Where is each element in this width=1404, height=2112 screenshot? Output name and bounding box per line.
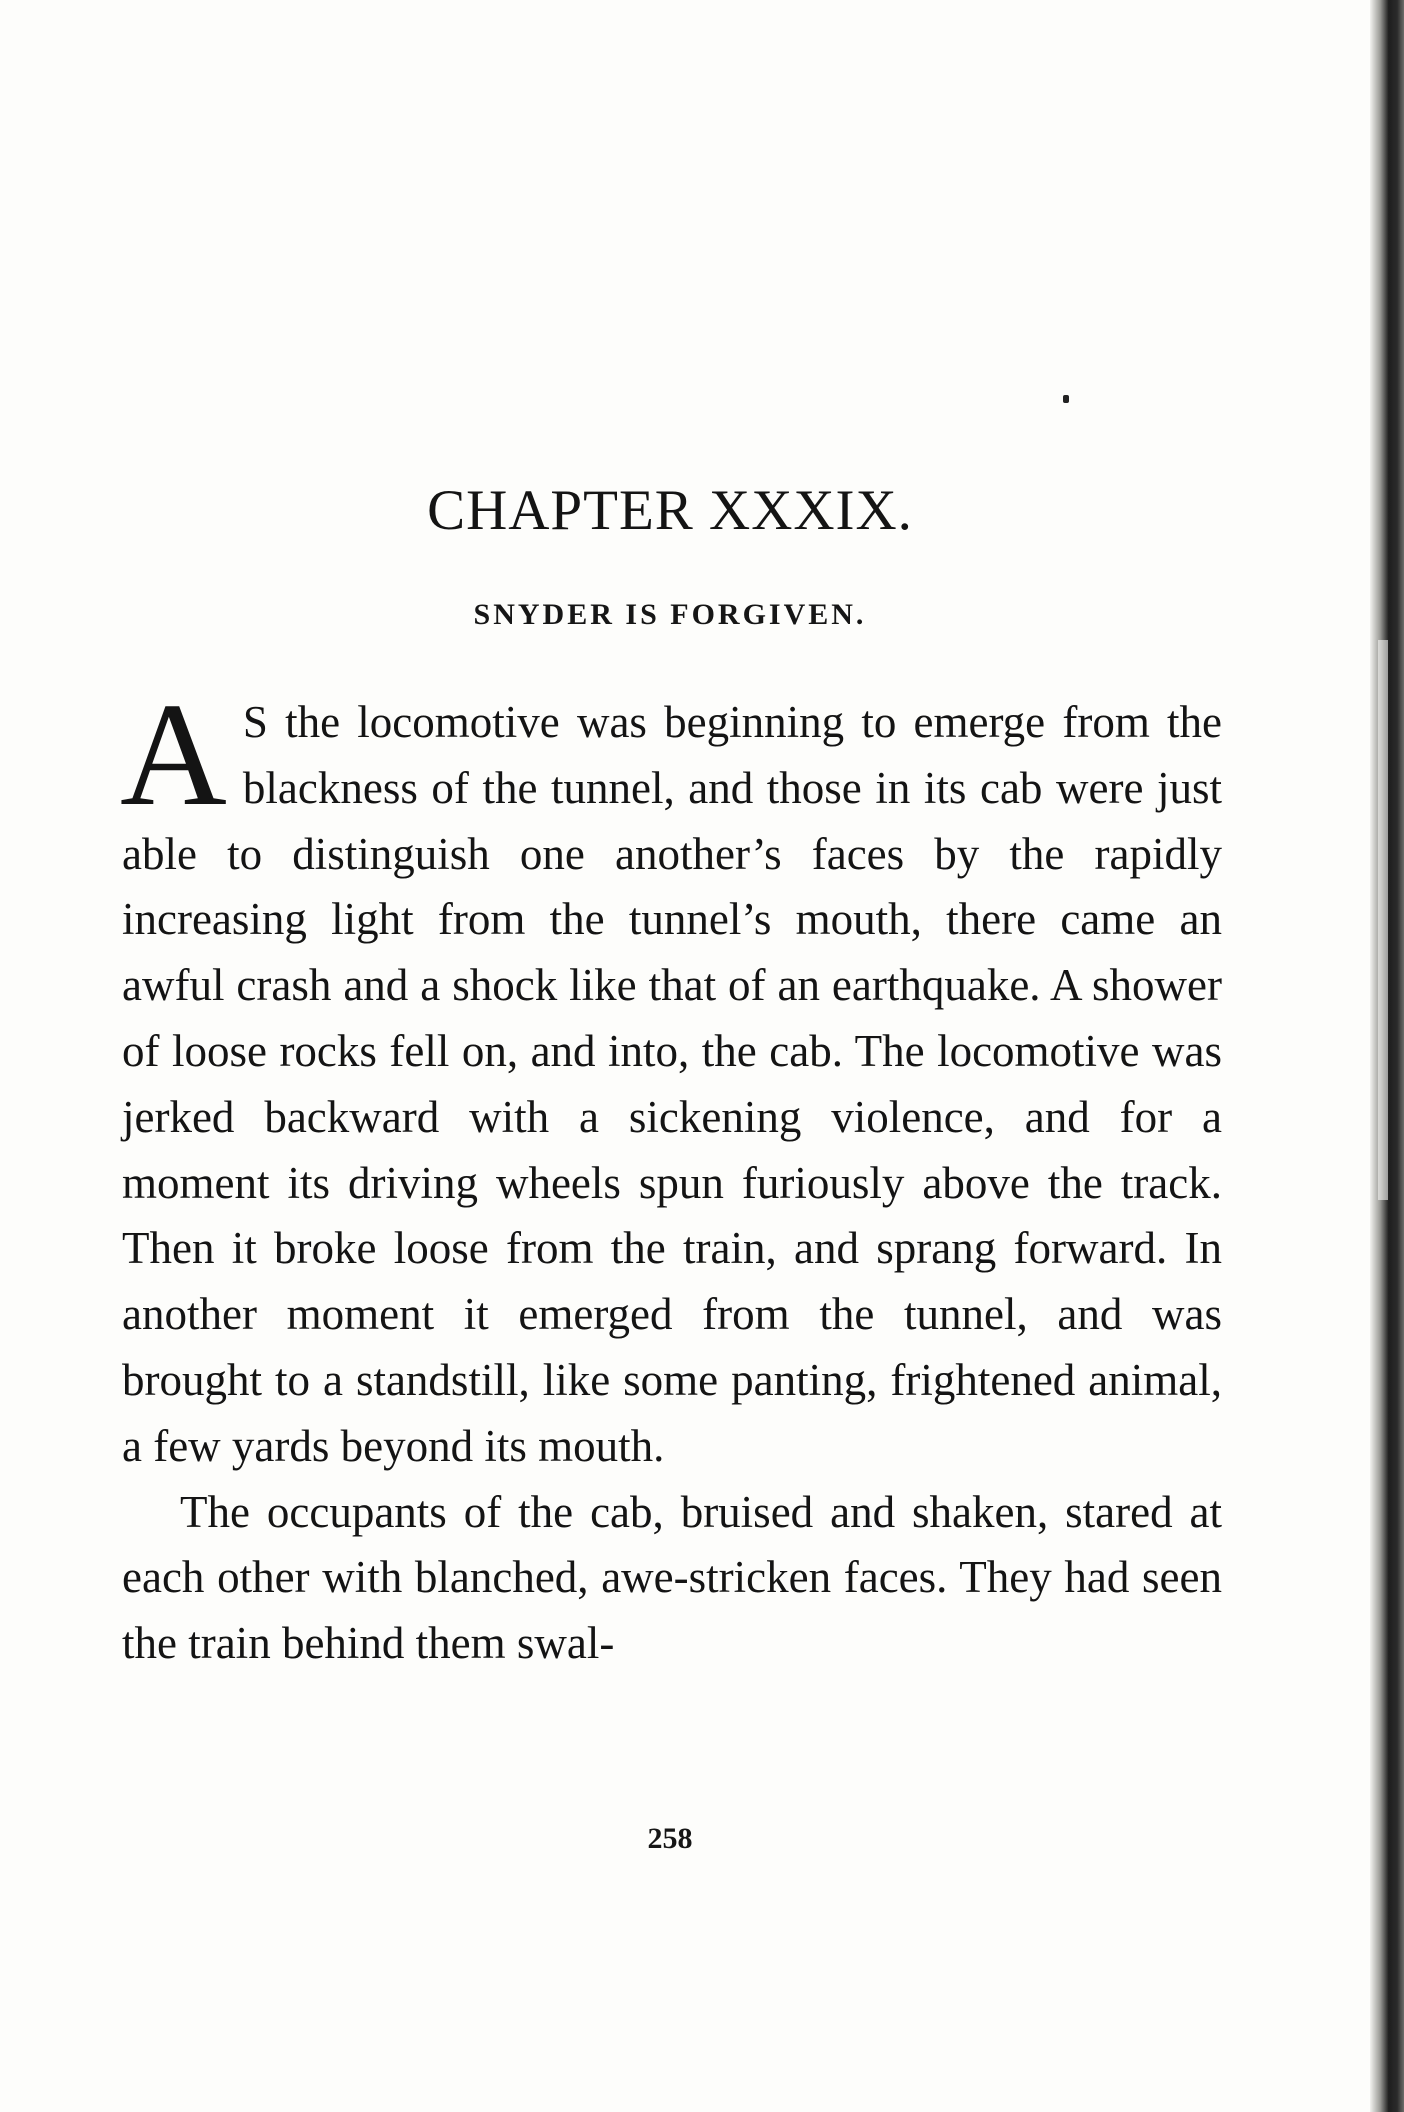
binding-edge: [1370, 0, 1404, 2112]
page-number: 258: [647, 1822, 693, 1855]
body-text: [120, 673, 1222, 1677]
paragraph-1: [120, 673, 1222, 1480]
paragraph-2: [122, 1480, 1222, 1677]
paragraph-2-text: The occupants of the cab, bruised and shaken, stared at each other with blanched, awe-stricken faces. They had seen the train behind them swal-: [122, 1486, 1222, 1669]
chapter-subtitle: SNYDER IS FORGIVEN.: [473, 598, 867, 631]
drop-cap: A: [120, 673, 227, 837]
paragraph-1-text: S the locomotive was beginning to emerge from the blackness of the tunnel, and those in its cab were just able to distinguish one another’s faces by the rapidly increasing light from the tunnel’s mouth, there came an awful crash and a shock like that of an earthquake. A shower of loose rocks fell on, and into, the cab. The locomotive was jerked backward with a sickening violence, and for a moment its driving wheels spun furiously above the track. Then it broke loose from the train, and sprang forward. In another moment it emerged from the tunnel, and was brought to a standstill, like some panting, frightened animal, a few yards beyond its mouth.: [122, 697, 1222, 1471]
ink-speck: [1063, 395, 1069, 403]
chapter-title: CHAPTER XXXIX.: [427, 479, 913, 542]
